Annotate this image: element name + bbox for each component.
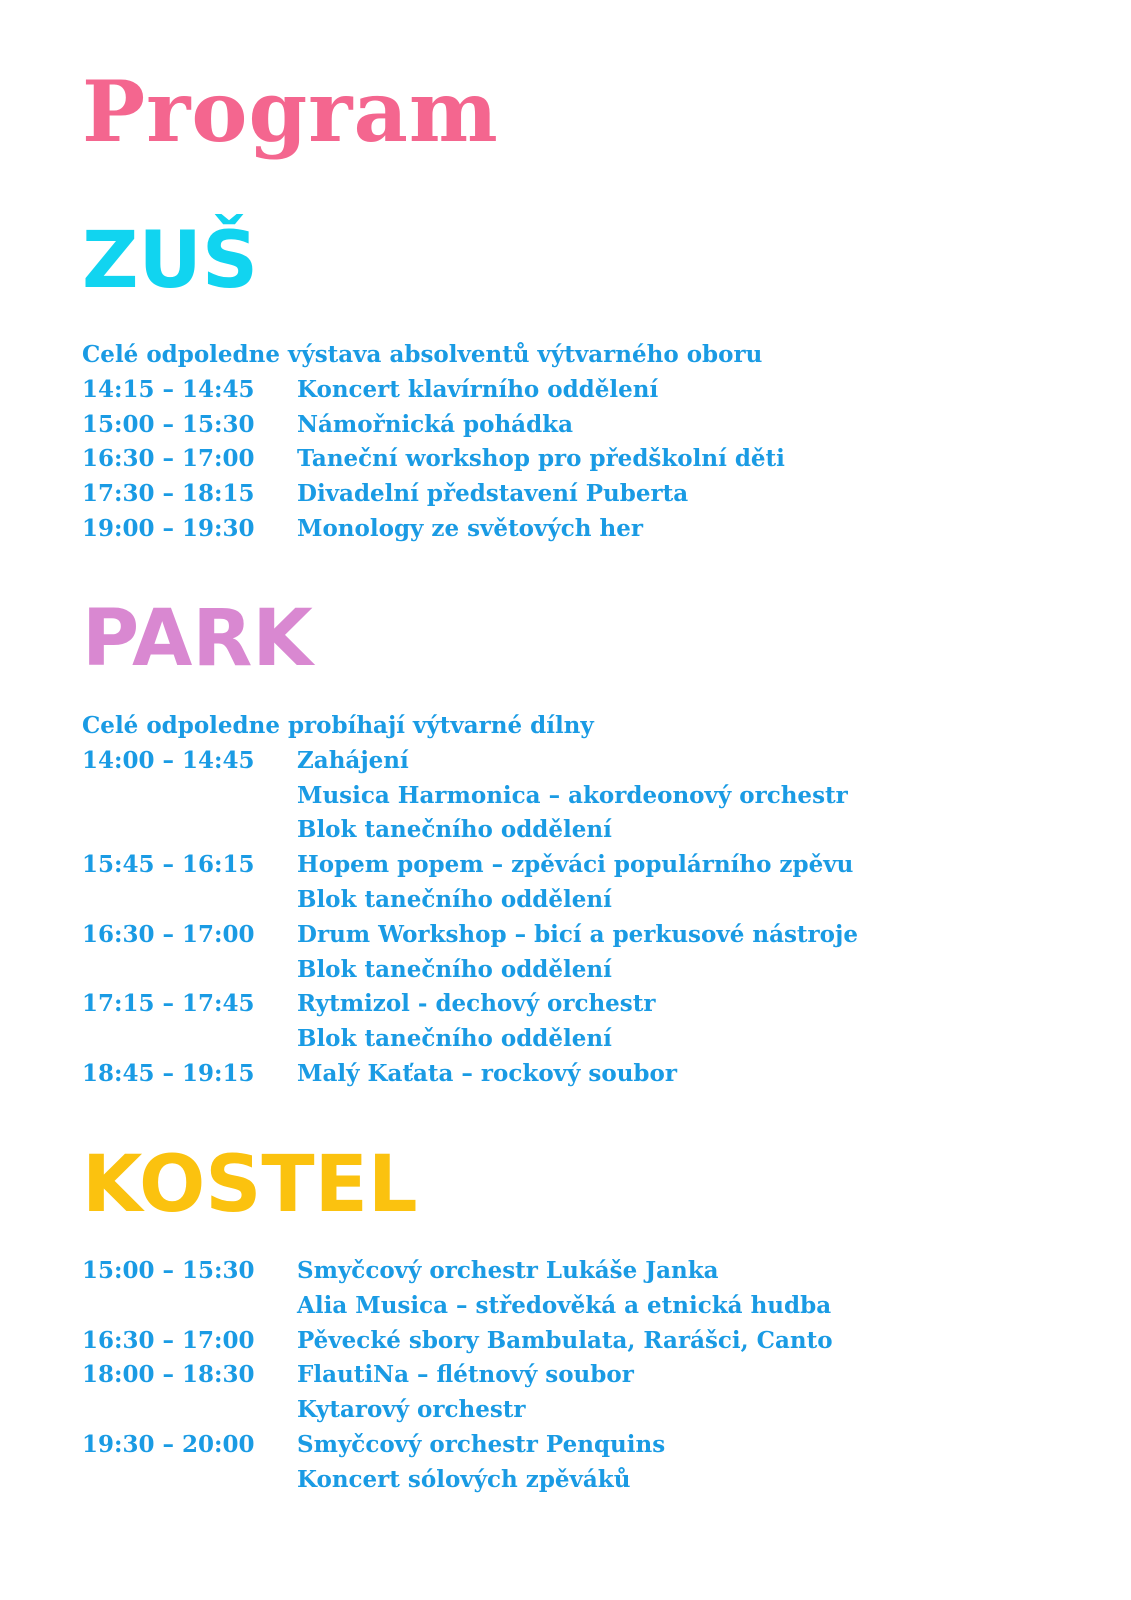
schedule-row [82,883,1082,918]
schedule-row [82,918,1082,953]
time-slot [82,1022,297,1057]
schedule-list [82,373,1082,547]
schedule-row [82,1324,1082,1359]
time-slot: 17:15 – 17:45 [82,990,255,1018]
time-slot: 18:00 – 18:30 [82,1361,255,1389]
section-intro: Celé odpoledne probíhají výtvarné dílny [82,712,594,739]
time-slot: 18:45 – 19:15 [82,1059,255,1087]
schedule-row [82,477,1082,512]
time-slot [82,953,297,988]
section-heading-park: PARK [82,594,313,684]
performance-title: Koncert sólových zpěváků [297,1465,631,1493]
performance-title: Drum Workshop – bicí a perkusové nástroje [297,920,858,948]
time-slot: 15:00 – 15:30 [82,410,255,438]
performance-title: Monology ze světových her [297,514,643,542]
performance-title: Pěvecké sbory Bambulata, Rarášci, Canto [297,1326,833,1354]
section-heading-kostel: KOSTEL [82,1140,418,1230]
time-slot [82,813,297,848]
section-block-zus [82,338,1082,547]
time-slot: 14:15 – 14:45 [82,375,255,403]
schedule-row [82,1358,1082,1393]
performance-title: Koncert klavírního oddělení [297,375,659,403]
performance-title: Musica Harmonica – akordeonový orchestr [297,781,848,809]
time-slot [82,779,297,814]
performance-title: Zahájení [297,746,409,774]
time-slot [82,1393,297,1428]
time-slot: 17:30 – 18:15 [82,480,255,508]
performance-title: Námořnická pohádka [297,410,573,438]
performance-title: Alia Musica – středověká a etnická hudba [297,1291,832,1319]
time-slot: 15:00 – 15:30 [82,1257,255,1284]
schedule-row [82,512,1082,547]
schedule-row [82,1022,1082,1057]
performance-title: Smyčcový orchestr Penquins [297,1430,666,1458]
schedule-row [82,1289,1082,1324]
time-slot: 15:45 – 16:15 [82,851,255,879]
schedule-list [82,744,1082,1092]
time-slot: 16:30 – 17:00 [82,920,255,948]
schedule-row [82,373,1082,408]
performance-title: Malý Kaťata – rockový soubor [297,1059,677,1087]
schedule-list [82,1254,1082,1498]
schedule-row [82,442,1082,477]
schedule-row [82,408,1082,443]
section-block-kostel [82,1254,1082,1498]
section-block-park [82,709,1082,1092]
schedule-row [82,953,1082,988]
time-slot: 19:00 – 19:30 [82,514,255,542]
time-slot [82,883,297,918]
performance-title: Blok tanečního oddělení [297,955,612,983]
time-slot [82,1463,297,1498]
schedule-row [82,1057,1082,1092]
time-slot: 16:30 – 17:00 [82,1326,255,1354]
time-slot: 19:30 – 20:00 [82,1430,255,1458]
schedule-row [82,987,1082,1022]
schedule-row [82,1463,1082,1498]
schedule-row [82,1254,1082,1289]
performance-title: Blok tanečního oddělení [297,1025,612,1053]
performance-title: Hopem popem – zpěváci populárního zpěvu [297,851,854,879]
schedule-row [82,1428,1082,1463]
time-slot: 16:30 – 17:00 [82,445,255,473]
page-title: Program [82,62,499,161]
performance-title: Taneční workshop pro předškolní děti [297,445,785,473]
section-heading-zus: ZUŠ [82,216,259,306]
section-intro: Celé odpoledne výstava absolventů výtvarného oboru [82,341,763,368]
performance-title: Kytarový orchestr [297,1396,526,1424]
performance-title: FlautiNa – flétnový soubor [297,1361,634,1389]
schedule-row [82,744,1082,779]
performance-title: Divadelní představení Puberta [297,480,689,508]
schedule-row [82,779,1082,814]
time-slot: 14:00 – 14:45 [82,746,255,774]
performance-title: Blok tanečního oddělení [297,816,612,844]
time-slot [82,1289,297,1324]
performance-title: Smyčcový orchestr Lukáše Janka [297,1257,719,1284]
schedule-row [82,813,1082,848]
schedule-row [82,1393,1082,1428]
performance-title: Rytmizol - dechový orchestr [297,990,656,1018]
schedule-row [82,848,1082,883]
performance-title: Blok tanečního oddělení [297,885,612,913]
